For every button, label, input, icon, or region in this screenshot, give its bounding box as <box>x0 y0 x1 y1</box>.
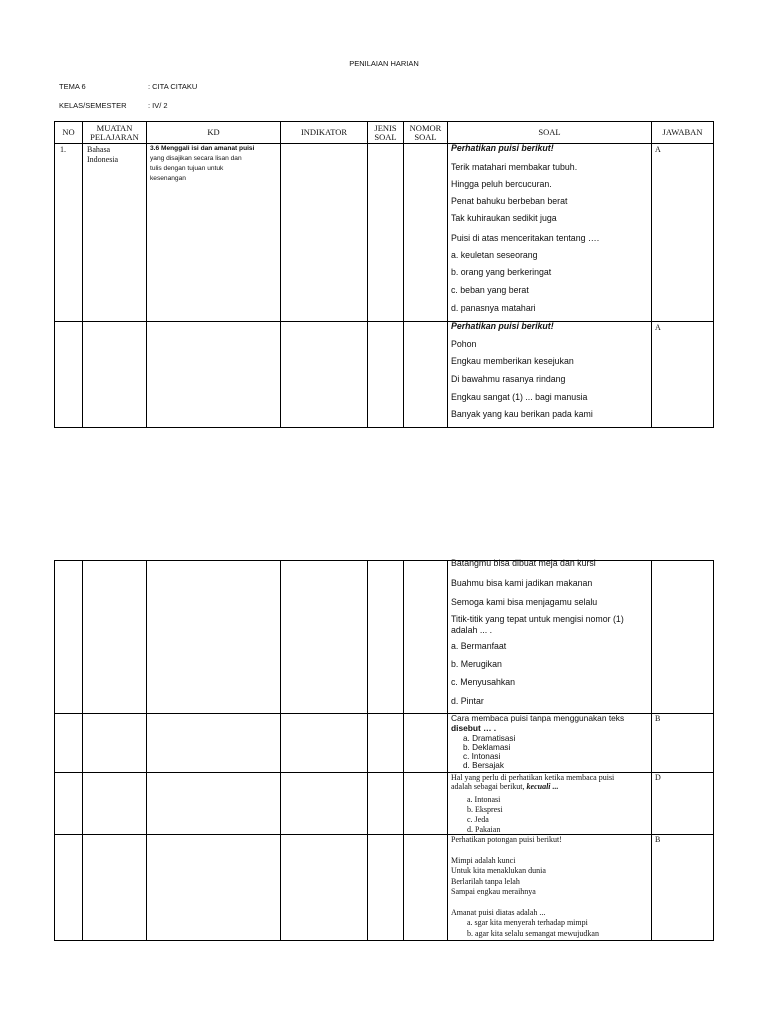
row3-soal-line8: c. Menyusahkan <box>451 677 516 687</box>
row4-soal-line1: Cara membaca puisi tanpa menggunakan teks <box>451 713 625 723</box>
header-jenis-line1: JENIS <box>374 122 397 133</box>
row1-soal-line6: Puisi di atas menceritakan tentang …. <box>451 233 600 243</box>
row4-jawaban: B <box>655 714 661 723</box>
row1-jawaban: A <box>655 145 661 154</box>
tema-value: : CITA CITAKU <box>148 82 198 91</box>
row2-soal-line6: Banyak yang kau berikan pada kami <box>451 409 593 419</box>
row5-soal-line4: a. Intonasi <box>467 795 501 804</box>
header-indikator: INDIKATOR <box>300 127 348 137</box>
row1-kd <box>150 144 280 184</box>
row6-soal-line5: Sampai engkau meraihnya <box>451 887 536 896</box>
row1-muatan-line2: Indonesia <box>87 154 119 164</box>
row3-soal-line2: Buahmu bisa kami jadikan makanan <box>451 578 593 588</box>
row1-soal-line4: Penat bahuku berbeban berat <box>451 196 568 206</box>
row2-soal-line3: Engkau memberikan kesejukan <box>451 356 574 366</box>
row1-kd-line4: kesenangan <box>150 175 186 182</box>
row3-soal-line5: adalah ... . <box>451 625 493 635</box>
row3-soal-line4: Titik-titik yang tepat untuk mengisi nomor (1) <box>451 614 624 624</box>
row1-soal-line7: a. keuletan seseorang <box>451 250 538 260</box>
row5-soal-kecuali: kecuali ... <box>526 782 559 791</box>
row4-soal-line6: d. Bersajak <box>463 761 504 770</box>
row3-soal-line3: Semoga kami bisa menjagamu selalu <box>451 597 598 607</box>
row2-soal-line1: Perhatikan puisi berikut! <box>451 321 554 331</box>
row6-soal-line7: a. sgar kita menyerah terhadap mimpi <box>467 918 588 927</box>
row1-kd-line1: 3.6 Menggali isi dan amanat puisi <box>150 145 255 152</box>
header-muatan-line1: MUATAN <box>96 122 133 133</box>
row1-no: 1. <box>60 145 66 154</box>
row1-soal-line5: Tak kuhiraukan sedikit juga <box>451 213 557 223</box>
row6-soal-line6: Amanat puisi diatas adalah ... <box>451 908 546 917</box>
header-muatan <box>83 122 146 143</box>
row1-kd-line2: yang disajikan secara lisan dan <box>150 155 242 162</box>
row5-soal-line1: Hal yang perlu di perhatikan ketika membaca puisi <box>451 773 615 782</box>
row5-jawaban: D <box>655 773 661 782</box>
row3-soal-line9: d. Pintar <box>451 696 484 706</box>
row4-soal-line5: c. Intonasi <box>463 752 501 761</box>
row6-soal-line1: Perhatikan potongan puisi berikut! <box>451 835 562 844</box>
row5-soal-line7: d. Pakaian <box>467 825 501 834</box>
row3-soal-line7: b. Merugikan <box>451 659 502 669</box>
header-soal: SOAL <box>538 127 561 137</box>
tema-label: TEMA 6 <box>59 82 86 91</box>
row3-soal-line1: Batangmu bisa dibuat meja dan kursi <box>451 558 596 568</box>
kelas-label: KELAS/SEMESTER <box>59 101 127 110</box>
row6-soal-line3: Untuk kita menaklukan dunia <box>451 866 546 875</box>
header-nomor-soal <box>404 122 447 143</box>
header-jawaban: JAWABAN <box>662 127 703 137</box>
row6-jawaban: B <box>655 835 661 844</box>
row5-soal-line2-text: adalah sebagai berikut, <box>451 782 527 791</box>
kelas-value: : IV/ 2 <box>148 101 168 110</box>
row5-soal-line5: b. Ekspresi <box>467 805 503 814</box>
row2-soal-line5: Engkau sangat (1) ... bagi manusia <box>451 392 588 402</box>
row1-muatan-line1: Bahasa <box>87 145 111 154</box>
header-jenis-soal <box>368 122 403 143</box>
header-jenis-line2: SOAL <box>374 131 397 142</box>
row2-jawaban: A <box>655 323 661 332</box>
header-no: NO <box>62 127 75 137</box>
header-nomor-line2: SOAL <box>414 131 437 142</box>
header-muatan-line2: PELAJARAN <box>90 131 139 142</box>
row4-soal-line2: disebut … . <box>451 723 497 733</box>
row1-soal-line9: c. beban yang berat <box>451 285 529 295</box>
document-title: PENILAIAN HARIAN <box>349 59 419 68</box>
header-nomor-line1: NOMOR <box>409 122 442 133</box>
row1-soal-line1: Perhatikan puisi berikut! <box>451 143 554 153</box>
assessment-table-part1 <box>54 121 714 428</box>
row5-soal-line6: c. Jeda <box>467 815 489 824</box>
row6-soal-line8: b. agar kita selalu semangat mewujudkan <box>467 929 599 938</box>
row6-soal-line4: Berlarilah tanpa lelah <box>451 877 520 886</box>
row6-soal-line2: Mimpi adalah kunci <box>451 856 516 865</box>
row4-soal-line4: b. Deklamasi <box>463 743 511 752</box>
row1-soal-line3: Hingga peluh bercucuran. <box>451 179 552 189</box>
row1-muatan <box>87 145 118 164</box>
row1-soal-line8: b. orang yang berkeringat <box>451 267 552 277</box>
row2-soal-line2: Pohon <box>451 339 477 349</box>
row1-kd-line3: tulis dengan tujuan untuk <box>150 165 224 172</box>
row1-soal-line10: d. panasnya matahari <box>451 303 536 313</box>
row4-soal-line3: a. Dramatisasi <box>463 734 516 743</box>
row3-soal-line6: a. Bermanfaat <box>451 641 507 651</box>
row1-soal-line2: Terik matahari membakar tubuh. <box>451 162 578 172</box>
row2-soal-line4: Di bawahmu rasanya rindang <box>451 374 566 384</box>
header-kd: KD <box>207 127 220 137</box>
row5-soal-line2 <box>451 782 559 792</box>
